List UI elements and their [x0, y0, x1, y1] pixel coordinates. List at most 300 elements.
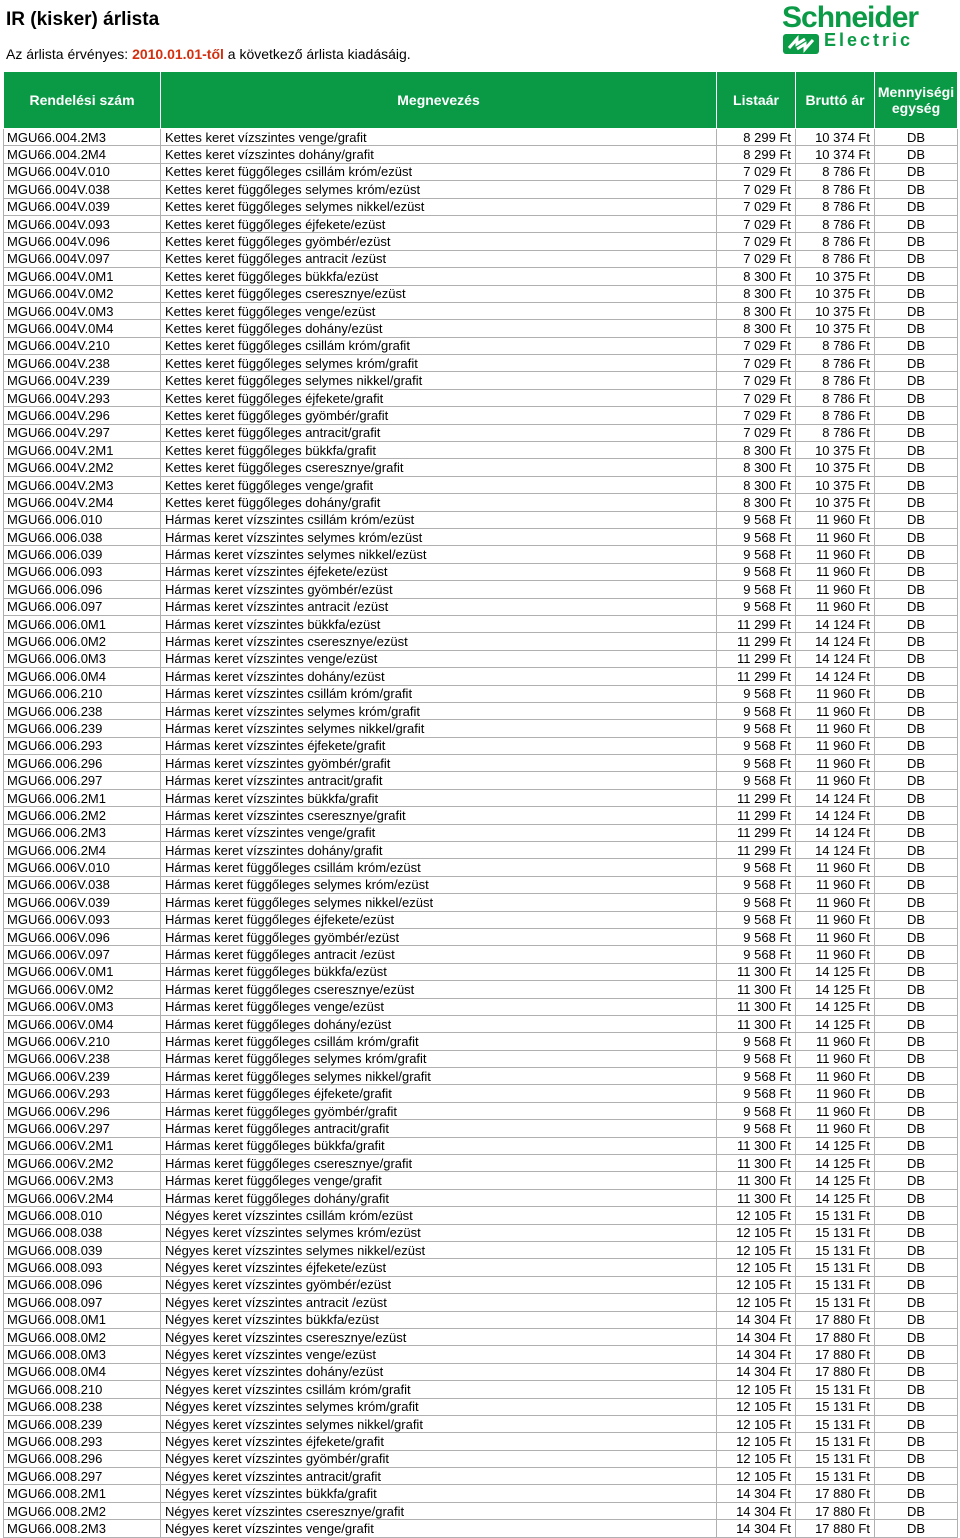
order-number-cell: MGU66.004V.093	[4, 215, 161, 232]
name-cell: Négyes keret vízszintes selymes nikkel/ezüst	[161, 1242, 717, 1259]
unit-cell: DB	[875, 1015, 958, 1032]
order-number-cell: MGU66.004V.293	[4, 389, 161, 406]
list-price-cell: 9 568 Ft	[717, 876, 796, 893]
order-number-cell: MGU66.004V.0M2	[4, 285, 161, 302]
list-price-cell: 11 300 Ft	[717, 1189, 796, 1206]
list-price-cell: 8 299 Ft	[717, 146, 796, 163]
list-price-cell: 9 568 Ft	[717, 598, 796, 615]
list-price-cell: 11 299 Ft	[717, 807, 796, 824]
gross-price-cell: 10 375 Ft	[796, 302, 875, 319]
name-cell: Hármas keret vízszintes dohány/ezüst	[161, 668, 717, 685]
list-price-cell: 7 029 Ft	[717, 407, 796, 424]
table-row	[4, 285, 958, 302]
table-row	[4, 1468, 958, 1485]
gross-price-cell: 11 960 Ft	[796, 563, 875, 580]
unit-cell: DB	[875, 998, 958, 1015]
order-number-cell: MGU66.006.2M1	[4, 789, 161, 806]
table-row	[4, 1346, 958, 1363]
unit-cell: DB	[875, 215, 958, 232]
unit-cell: DB	[875, 668, 958, 685]
unit-cell: DB	[875, 355, 958, 372]
list-price-cell: 7 029 Ft	[717, 181, 796, 198]
unit-cell: DB	[875, 1502, 958, 1519]
table-row	[4, 1415, 958, 1432]
name-cell: Hármas keret vízszintes éjfekete/grafit	[161, 737, 717, 754]
list-price-cell: 14 304 Ft	[717, 1502, 796, 1519]
order-number-cell: MGU66.006V.096	[4, 928, 161, 945]
table-row	[4, 233, 958, 250]
table-row	[4, 894, 958, 911]
gross-price-cell: 14 124 Ft	[796, 842, 875, 859]
table-row	[4, 755, 958, 772]
order-number-cell: MGU66.004V.2M4	[4, 494, 161, 511]
price-list-table	[3, 71, 958, 1538]
gross-price-cell: 11 960 Ft	[796, 1102, 875, 1119]
name-cell: Kettes keret függőleges csillám króm/ezüst	[161, 163, 717, 180]
gross-price-cell: 15 131 Ft	[796, 1242, 875, 1259]
validity-date: 2010.01.01-től	[132, 46, 224, 62]
table-row	[4, 1207, 958, 1224]
gross-price-cell: 11 960 Ft	[796, 911, 875, 928]
name-cell: Hármas keret függőleges bükkfa/ezüst	[161, 963, 717, 980]
list-price-cell: 9 568 Ft	[717, 894, 796, 911]
list-price-cell: 14 304 Ft	[717, 1485, 796, 1502]
unit-cell: DB	[875, 285, 958, 302]
table-row	[4, 424, 958, 441]
table-row	[4, 268, 958, 285]
unit-cell: DB	[875, 1189, 958, 1206]
table-row	[4, 1155, 958, 1172]
gross-price-cell: 14 124 Ft	[796, 824, 875, 841]
table-row	[4, 407, 958, 424]
gross-price-cell: 14 125 Ft	[796, 998, 875, 1015]
table-row	[4, 1276, 958, 1293]
name-cell: Kettes keret függőleges éjfekete/ezüst	[161, 215, 717, 232]
order-number-cell: MGU66.006V.2M1	[4, 1137, 161, 1154]
gross-price-cell: 11 960 Ft	[796, 685, 875, 702]
table-row	[4, 459, 958, 476]
name-cell: Kettes keret függőleges selymes króm/grafit	[161, 355, 717, 372]
name-cell: Hármas keret vízszintes bükkfa/grafit	[161, 789, 717, 806]
gross-price-cell: 10 375 Ft	[796, 320, 875, 337]
order-number-cell: MGU66.006V.239	[4, 1068, 161, 1085]
unit-cell: DB	[875, 911, 958, 928]
list-price-cell: 9 568 Ft	[717, 1120, 796, 1137]
gross-price-cell: 15 131 Ft	[796, 1381, 875, 1398]
gross-price-cell: 14 125 Ft	[796, 1137, 875, 1154]
name-cell: Hármas keret vízszintes éjfekete/ezüst	[161, 563, 717, 580]
name-cell: Hármas keret függőleges éjfekete/grafit	[161, 1085, 717, 1102]
list-price-cell: 12 105 Ft	[717, 1276, 796, 1293]
order-number-cell: MGU66.006V.038	[4, 876, 161, 893]
table-row	[4, 302, 958, 319]
gross-price-cell: 15 131 Ft	[796, 1450, 875, 1467]
gross-price-cell: 14 124 Ft	[796, 633, 875, 650]
order-number-cell: MGU66.006V.293	[4, 1085, 161, 1102]
order-number-cell: MGU66.008.296	[4, 1450, 161, 1467]
table-row	[4, 650, 958, 667]
unit-cell: DB	[875, 1276, 958, 1293]
name-cell: Kettes keret függőleges selymes nikkel/ezüst	[161, 198, 717, 215]
table-row	[4, 215, 958, 232]
name-cell: Négyes keret vízszintes dohány/ezüst	[161, 1363, 717, 1380]
name-cell: Hármas keret függőleges venge/ezüst	[161, 998, 717, 1015]
order-number-cell: MGU66.004V.010	[4, 163, 161, 180]
order-number-cell: MGU66.006.0M4	[4, 668, 161, 685]
order-number-cell: MGU66.004V.039	[4, 198, 161, 215]
list-price-cell: 8 300 Ft	[717, 302, 796, 319]
table-row	[4, 772, 958, 789]
table-row	[4, 1189, 958, 1206]
unit-cell: DB	[875, 1381, 958, 1398]
table-row	[4, 1050, 958, 1067]
table-row	[4, 181, 958, 198]
list-price-cell: 11 300 Ft	[717, 1015, 796, 1032]
unit-cell: DB	[875, 981, 958, 998]
unit-cell: DB	[875, 1068, 958, 1085]
unit-cell: DB	[875, 737, 958, 754]
gross-price-cell: 15 131 Ft	[796, 1207, 875, 1224]
unit-cell: DB	[875, 528, 958, 545]
list-price-cell: 8 300 Ft	[717, 320, 796, 337]
unit-cell: DB	[875, 946, 958, 963]
gross-price-cell: 11 960 Ft	[796, 755, 875, 772]
unit-cell: DB	[875, 563, 958, 580]
order-number-cell: MGU66.004V.297	[4, 424, 161, 441]
order-number-cell: MGU66.004V.210	[4, 337, 161, 354]
list-price-cell: 7 029 Ft	[717, 250, 796, 267]
order-number-cell: MGU66.008.210	[4, 1381, 161, 1398]
name-cell: Hármas keret függőleges bükkfa/grafit	[161, 1137, 717, 1154]
list-price-cell: 9 568 Ft	[717, 511, 796, 528]
table-row	[4, 928, 958, 945]
list-price-cell: 7 029 Ft	[717, 355, 796, 372]
unit-cell: DB	[875, 1172, 958, 1189]
gross-price-cell: 8 786 Ft	[796, 163, 875, 180]
unit-cell: DB	[875, 302, 958, 319]
order-number-cell: MGU66.008.297	[4, 1468, 161, 1485]
unit-cell: DB	[875, 1033, 958, 1050]
order-number-cell: MGU66.008.0M1	[4, 1311, 161, 1328]
unit-cell: DB	[875, 824, 958, 841]
unit-cell: DB	[875, 720, 958, 737]
unit-cell: DB	[875, 1224, 958, 1241]
name-cell: Kettes keret függőleges dohány/grafit	[161, 494, 717, 511]
list-price-cell: 14 304 Ft	[717, 1520, 796, 1537]
name-cell: Hármas keret vízszintes cseresznye/grafit	[161, 807, 717, 824]
table-row	[4, 1033, 958, 1050]
order-number-cell: MGU66.006.039	[4, 546, 161, 563]
table-row	[4, 1311, 958, 1328]
order-number-cell: MGU66.008.0M2	[4, 1328, 161, 1345]
list-price-cell: 9 568 Ft	[717, 1085, 796, 1102]
table-row	[4, 824, 958, 841]
name-cell: Kettes keret függőleges bükkfa/ezüst	[161, 268, 717, 285]
gross-price-cell: 11 960 Ft	[796, 1050, 875, 1067]
gross-price-cell: 8 786 Ft	[796, 250, 875, 267]
gross-price-cell: 11 960 Ft	[796, 1033, 875, 1050]
gross-price-cell: 8 786 Ft	[796, 233, 875, 250]
list-price-cell: 9 568 Ft	[717, 911, 796, 928]
order-number-cell: MGU66.008.2M3	[4, 1520, 161, 1537]
unit-cell: DB	[875, 842, 958, 859]
table-row	[4, 685, 958, 702]
order-number-cell: MGU66.006.0M2	[4, 633, 161, 650]
unit-cell: DB	[875, 442, 958, 459]
unit-cell: DB	[875, 163, 958, 180]
unit-cell: DB	[875, 685, 958, 702]
name-cell: Kettes keret függőleges gyömbér/grafit	[161, 407, 717, 424]
gross-price-cell: 15 131 Ft	[796, 1294, 875, 1311]
order-number-cell: MGU66.004V.0M1	[4, 268, 161, 285]
table-row	[4, 876, 958, 893]
order-number-cell: MGU66.008.0M4	[4, 1363, 161, 1380]
order-number-cell: MGU66.006V.0M3	[4, 998, 161, 1015]
table-row	[4, 511, 958, 528]
unit-cell: DB	[875, 476, 958, 493]
gross-price-cell: 10 375 Ft	[796, 459, 875, 476]
list-price-cell: 9 568 Ft	[717, 737, 796, 754]
list-price-cell: 14 304 Ft	[717, 1363, 796, 1380]
name-cell: Hármas keret vízszintes selymes króm/ezüst	[161, 528, 717, 545]
gross-price-cell: 15 131 Ft	[796, 1398, 875, 1415]
table-row	[4, 1520, 958, 1537]
logo-word-electric: Electric	[824, 30, 914, 50]
order-number-cell: MGU66.006.2M4	[4, 842, 161, 859]
name-cell: Hármas keret függőleges csillám króm/ezüst	[161, 859, 717, 876]
name-cell: Négyes keret vízszintes selymes króm/ezüst	[161, 1224, 717, 1241]
order-number-cell: MGU66.006V.0M4	[4, 1015, 161, 1032]
table-row	[4, 146, 958, 163]
order-number-cell: MGU66.008.238	[4, 1398, 161, 1415]
name-cell: Hármas keret függőleges antracit/grafit	[161, 1120, 717, 1137]
order-number-cell: MGU66.006.239	[4, 720, 161, 737]
gross-price-cell: 17 880 Ft	[796, 1328, 875, 1345]
list-price-cell: 9 568 Ft	[717, 1068, 796, 1085]
list-price-cell: 14 304 Ft	[717, 1346, 796, 1363]
gross-price-cell: 14 124 Ft	[796, 615, 875, 632]
unit-cell: DB	[875, 1328, 958, 1345]
list-price-cell: 14 304 Ft	[717, 1311, 796, 1328]
unit-cell: DB	[875, 1468, 958, 1485]
unit-cell: DB	[875, 1433, 958, 1450]
table-row	[4, 1015, 958, 1032]
name-cell: Kettes keret függőleges selymes króm/ezüst	[161, 181, 717, 198]
list-price-cell: 7 029 Ft	[717, 215, 796, 232]
gross-price-cell: 8 786 Ft	[796, 181, 875, 198]
column-header-gross-price: Bruttó ár	[796, 72, 875, 129]
list-price-cell: 7 029 Ft	[717, 233, 796, 250]
order-number-cell: MGU66.006.210	[4, 685, 161, 702]
table-row	[4, 702, 958, 719]
order-number-cell: MGU66.004V.238	[4, 355, 161, 372]
unit-cell: DB	[875, 650, 958, 667]
order-number-cell: MGU66.004V.2M1	[4, 442, 161, 459]
page-title: IR (kisker) árlista	[6, 9, 160, 30]
list-price-cell: 14 304 Ft	[717, 1328, 796, 1345]
gross-price-cell: 15 131 Ft	[796, 1468, 875, 1485]
unit-cell: DB	[875, 1520, 958, 1537]
unit-cell: DB	[875, 615, 958, 632]
table-row	[4, 807, 958, 824]
name-cell: Kettes keret függőleges cseresznye/grafit	[161, 459, 717, 476]
list-price-cell: 11 300 Ft	[717, 998, 796, 1015]
table-row	[4, 494, 958, 511]
list-price-cell: 12 105 Ft	[717, 1207, 796, 1224]
table-row	[4, 911, 958, 928]
unit-cell: DB	[875, 581, 958, 598]
table-row	[4, 1259, 958, 1276]
list-price-cell: 9 568 Ft	[717, 772, 796, 789]
table-header-row	[4, 72, 958, 129]
table-row	[4, 946, 958, 963]
list-price-cell: 12 105 Ft	[717, 1398, 796, 1415]
table-row	[4, 1085, 958, 1102]
unit-cell: DB	[875, 755, 958, 772]
list-price-cell: 7 029 Ft	[717, 372, 796, 389]
order-number-cell: MGU66.006.038	[4, 528, 161, 545]
name-cell: Kettes keret függőleges dohány/ezüst	[161, 320, 717, 337]
unit-cell: DB	[875, 1363, 958, 1380]
order-number-cell: MGU66.006.238	[4, 702, 161, 719]
list-price-cell: 9 568 Ft	[717, 720, 796, 737]
name-cell: Hármas keret függőleges selymes nikkel/ezüst	[161, 894, 717, 911]
gross-price-cell: 11 960 Ft	[796, 737, 875, 754]
unit-cell: DB	[875, 129, 958, 146]
table-row	[4, 1502, 958, 1519]
list-price-cell: 12 105 Ft	[717, 1224, 796, 1241]
table-row	[4, 442, 958, 459]
name-cell: Hármas keret vízszintes selymes króm/grafit	[161, 702, 717, 719]
name-cell: Hármas keret függőleges gyömbér/ezüst	[161, 928, 717, 945]
name-cell: Kettes keret függőleges venge/grafit	[161, 476, 717, 493]
gross-price-cell: 14 125 Ft	[796, 981, 875, 998]
name-cell: Kettes keret függőleges cseresznye/ezüst	[161, 285, 717, 302]
table-row	[4, 198, 958, 215]
gross-price-cell: 11 960 Ft	[796, 511, 875, 528]
name-cell: Hármas keret vízszintes csillám króm/grafit	[161, 685, 717, 702]
unit-cell: DB	[875, 1294, 958, 1311]
name-cell: Hármas keret függőleges selymes króm/ezüst	[161, 876, 717, 893]
unit-cell: DB	[875, 198, 958, 215]
gross-price-cell: 8 786 Ft	[796, 215, 875, 232]
name-cell: Kettes keret függőleges venge/ezüst	[161, 302, 717, 319]
unit-cell: DB	[875, 320, 958, 337]
name-cell: Kettes keret függőleges antracit /ezüst	[161, 250, 717, 267]
list-price-cell: 12 105 Ft	[717, 1242, 796, 1259]
unit-cell: DB	[875, 407, 958, 424]
order-number-cell: MGU66.008.096	[4, 1276, 161, 1293]
table-row	[4, 1433, 958, 1450]
unit-cell: DB	[875, 1085, 958, 1102]
order-number-cell: MGU66.006V.0M1	[4, 963, 161, 980]
order-number-cell: MGU66.006V.297	[4, 1120, 161, 1137]
name-cell: Négyes keret vízszintes éjfekete/ezüst	[161, 1259, 717, 1276]
gross-price-cell: 11 960 Ft	[796, 859, 875, 876]
list-price-cell: 12 105 Ft	[717, 1415, 796, 1432]
gross-price-cell: 15 131 Ft	[796, 1415, 875, 1432]
unit-cell: DB	[875, 894, 958, 911]
order-number-cell: MGU66.006V.093	[4, 911, 161, 928]
table-row	[4, 528, 958, 545]
order-number-cell: MGU66.008.097	[4, 1294, 161, 1311]
list-price-cell: 7 029 Ft	[717, 389, 796, 406]
name-cell: Hármas keret vízszintes antracit/grafit	[161, 772, 717, 789]
name-cell: Hármas keret függőleges selymes nikkel/grafit	[161, 1068, 717, 1085]
order-number-cell: MGU66.006V.210	[4, 1033, 161, 1050]
gross-price-cell: 17 880 Ft	[796, 1485, 875, 1502]
list-price-cell: 9 568 Ft	[717, 563, 796, 580]
gross-price-cell: 15 131 Ft	[796, 1259, 875, 1276]
gross-price-cell: 14 125 Ft	[796, 1189, 875, 1206]
gross-price-cell: 11 960 Ft	[796, 772, 875, 789]
list-price-cell: 11 300 Ft	[717, 963, 796, 980]
name-cell: Hármas keret függőleges dohány/grafit	[161, 1189, 717, 1206]
gross-price-cell: 14 124 Ft	[796, 668, 875, 685]
name-cell: Kettes keret vízszintes dohány/grafit	[161, 146, 717, 163]
gross-price-cell: 8 786 Ft	[796, 198, 875, 215]
gross-price-cell: 17 880 Ft	[796, 1363, 875, 1380]
name-cell: Hármas keret vízszintes cseresznye/ezüst	[161, 633, 717, 650]
gross-price-cell: 10 375 Ft	[796, 268, 875, 285]
order-number-cell: MGU66.008.038	[4, 1224, 161, 1241]
table-row	[4, 981, 958, 998]
gross-price-cell: 8 786 Ft	[796, 407, 875, 424]
unit-cell: DB	[875, 963, 958, 980]
order-number-cell: MGU66.008.039	[4, 1242, 161, 1259]
logo-word-schneider: Schneider	[782, 1, 919, 34]
order-number-cell: MGU66.008.010	[4, 1207, 161, 1224]
table-row	[4, 1398, 958, 1415]
table-row	[4, 963, 958, 980]
name-cell: Hármas keret függőleges dohány/ezüst	[161, 1015, 717, 1032]
name-cell: Kettes keret függőleges bükkfa/grafit	[161, 442, 717, 459]
gross-price-cell: 11 960 Ft	[796, 702, 875, 719]
order-number-cell: MGU66.006V.2M2	[4, 1155, 161, 1172]
name-cell: Kettes keret vízszintes venge/grafit	[161, 129, 717, 146]
table-row	[4, 998, 958, 1015]
gross-price-cell: 8 786 Ft	[796, 355, 875, 372]
table-row	[4, 598, 958, 615]
list-price-cell: 11 299 Ft	[717, 842, 796, 859]
gross-price-cell: 17 880 Ft	[796, 1502, 875, 1519]
list-price-cell: 9 568 Ft	[717, 1033, 796, 1050]
gross-price-cell: 11 960 Ft	[796, 546, 875, 563]
name-cell: Kettes keret függőleges csillám króm/grafit	[161, 337, 717, 354]
order-number-cell: MGU66.006.093	[4, 563, 161, 580]
name-cell: Hármas keret függőleges cseresznye/grafit	[161, 1155, 717, 1172]
order-number-cell: MGU66.006.297	[4, 772, 161, 789]
order-number-cell: MGU66.004V.2M3	[4, 476, 161, 493]
unit-cell: DB	[875, 268, 958, 285]
order-number-cell: MGU66.006.2M2	[4, 807, 161, 824]
gross-price-cell: 11 960 Ft	[796, 1120, 875, 1137]
unit-cell: DB	[875, 424, 958, 441]
table-row	[4, 1224, 958, 1241]
list-price-cell: 9 568 Ft	[717, 581, 796, 598]
list-price-cell: 8 300 Ft	[717, 476, 796, 493]
order-number-cell: MGU66.006.293	[4, 737, 161, 754]
order-number-cell: MGU66.006V.039	[4, 894, 161, 911]
list-price-cell: 12 105 Ft	[717, 1450, 796, 1467]
table-row	[4, 1242, 958, 1259]
gross-price-cell: 10 375 Ft	[796, 285, 875, 302]
name-cell: Hármas keret vízszintes gyömbér/grafit	[161, 755, 717, 772]
order-number-cell: MGU66.004V.2M2	[4, 459, 161, 476]
table-row	[4, 163, 958, 180]
table-row	[4, 581, 958, 598]
table-row	[4, 389, 958, 406]
